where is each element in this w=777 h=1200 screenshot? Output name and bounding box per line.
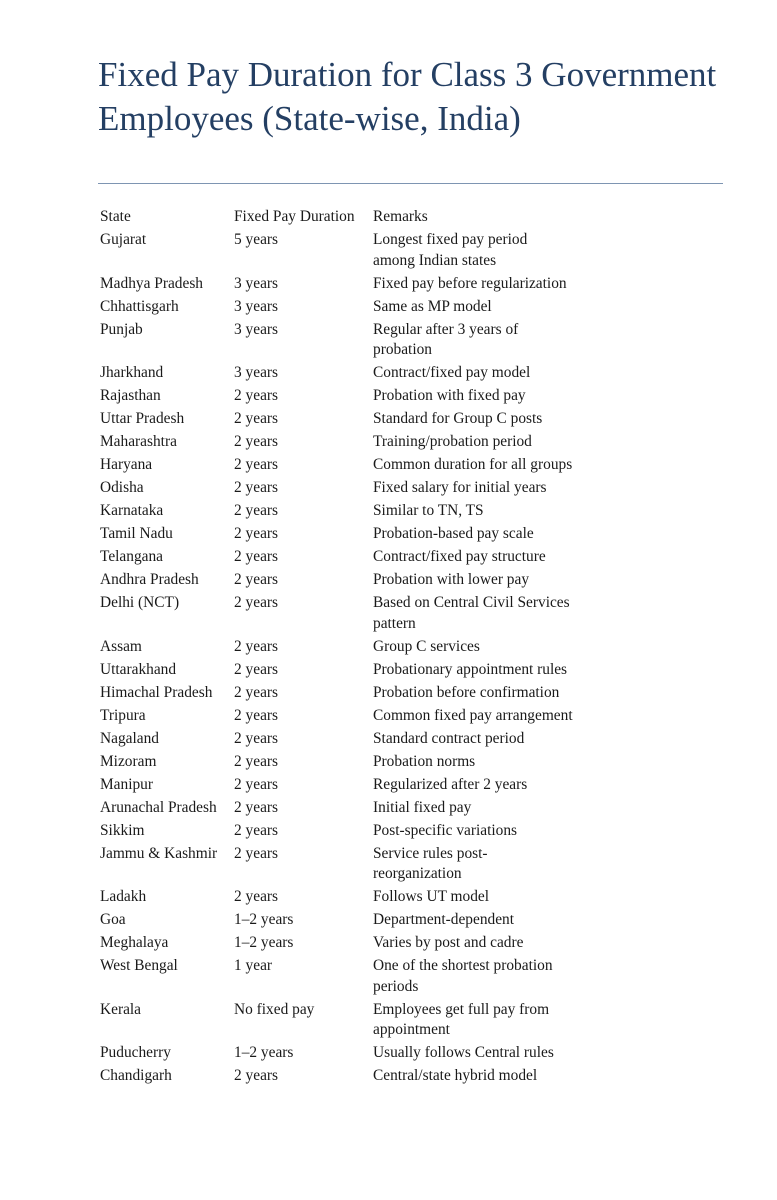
cell-state: Arunachal Pradesh — [100, 798, 217, 816]
fixed-pay-table — [100, 207, 760, 1089]
cell-state: Goa — [100, 911, 126, 928]
cell-state: Assam — [100, 637, 142, 655]
cell-remarks: Probation norms — [373, 752, 476, 770]
table-row — [100, 775, 760, 796]
cell-state: Delhi (NCT) — [100, 594, 180, 611]
cell-duration: 5 years — [234, 231, 279, 248]
table-row — [100, 363, 760, 384]
table-row — [100, 1000, 760, 1041]
page-title: Fixed Pay Duration for Class 3 Government Employees (State-wise, India) — [98, 55, 717, 138]
table-row — [100, 821, 760, 842]
cell-duration: 2 years — [234, 821, 279, 839]
cell-remarks: Varies by post and cadre — [373, 934, 524, 951]
table-row — [100, 274, 760, 295]
table-row — [100, 887, 760, 908]
cell-duration: 2 years — [234, 775, 279, 793]
title-divider — [98, 183, 723, 184]
cell-remarks: Employees get full pay from appointment — [373, 1000, 550, 1038]
cell-state: Uttarakhand — [100, 660, 177, 678]
cell-state: Odisha — [100, 479, 144, 496]
cell-remarks: Fixed salary for initial years — [373, 479, 547, 496]
cell-remarks: Contract/fixed pay structure — [373, 548, 546, 565]
table-row — [100, 455, 760, 476]
cell-state: Telangana — [100, 548, 164, 565]
cell-remarks: One of the shortest probation periods — [373, 957, 553, 995]
table-row — [100, 933, 760, 954]
table-row — [100, 910, 760, 931]
cell-state: Sikkim — [100, 821, 145, 839]
cell-state: Andhra Pradesh — [100, 571, 199, 588]
cell-remarks: Department-dependent — [373, 911, 515, 928]
cell-duration: 2 years — [234, 729, 279, 747]
cell-state: Chandigarh — [100, 1067, 172, 1084]
cell-state: Rajasthan — [100, 387, 161, 404]
cell-remarks: Group C services — [373, 637, 480, 655]
cell-remarks: Similar to TN, TS — [373, 502, 484, 519]
table-row — [100, 637, 760, 658]
cell-remarks: Initial fixed pay — [373, 798, 472, 816]
table-row — [100, 1066, 760, 1087]
cell-remarks: Follows UT model — [373, 888, 490, 905]
cell-duration: 2 years — [234, 1067, 279, 1084]
cell-duration: No fixed pay — [234, 1000, 315, 1018]
header-remarks: Remarks — [373, 208, 428, 225]
cell-state: Maharashtra — [100, 433, 177, 450]
cell-duration: 2 years — [234, 888, 279, 905]
cell-remarks: Post-specific variations — [373, 821, 518, 839]
cell-state: Jharkhand — [100, 364, 164, 381]
cell-remarks: Probation-based pay scale — [373, 525, 534, 542]
header-state: State — [100, 208, 131, 225]
cell-remarks: Same as MP model — [373, 297, 492, 315]
cell-state: West Bengal — [100, 957, 178, 974]
cell-duration: 2 years — [234, 456, 279, 473]
cell-duration: 2 years — [234, 525, 279, 542]
cell-remarks: Regular after 3 years of probation — [373, 320, 519, 358]
table-row — [100, 297, 760, 318]
cell-remarks: Service rules post-reorganization — [373, 844, 488, 882]
cell-remarks: Probation with lower pay — [373, 571, 530, 588]
table-row — [100, 956, 760, 997]
header-duration: Fixed Pay Duration — [234, 208, 355, 225]
cell-duration: 1 year — [234, 957, 273, 974]
cell-duration: 2 years — [234, 594, 279, 611]
cell-duration: 2 years — [234, 706, 279, 724]
cell-duration: 2 years — [234, 637, 279, 655]
cell-state: Nagaland — [100, 729, 159, 747]
table-row — [100, 752, 760, 773]
cell-state: Karnataka — [100, 502, 164, 519]
cell-remarks: Probation with fixed pay — [373, 387, 526, 404]
cell-remarks: Based on Central Civil Services pattern — [373, 594, 570, 632]
cell-duration: 2 years — [234, 387, 279, 404]
table-row — [100, 432, 760, 453]
table-row — [100, 593, 760, 634]
cell-duration: 3 years — [234, 320, 279, 338]
table-row — [100, 844, 760, 885]
table-row — [100, 386, 760, 407]
cell-duration: 1–2 years — [234, 934, 294, 951]
table-row — [100, 1043, 760, 1064]
table-row — [100, 501, 760, 522]
cell-remarks: Longest fixed pay period among Indian states — [373, 231, 528, 269]
cell-state: Mizoram — [100, 752, 157, 770]
table-row — [100, 660, 760, 681]
cell-remarks: Contract/fixed pay model — [373, 364, 531, 381]
cell-duration: 2 years — [234, 660, 279, 678]
cell-duration: 2 years — [234, 479, 279, 496]
cell-duration: 2 years — [234, 548, 279, 565]
cell-state: Meghalaya — [100, 934, 169, 951]
table-row — [100, 683, 760, 704]
cell-state: Haryana — [100, 456, 153, 473]
table-row — [100, 524, 760, 545]
cell-state: Madhya Pradesh — [100, 274, 204, 292]
cell-duration: 2 years — [234, 571, 279, 588]
cell-duration: 3 years — [234, 364, 279, 381]
table-row — [100, 570, 760, 591]
cell-state: Puducherry — [100, 1044, 171, 1061]
cell-duration: 3 years — [234, 297, 279, 315]
table-row — [100, 729, 760, 750]
cell-duration: 3 years — [234, 274, 279, 292]
table-row — [100, 230, 760, 271]
cell-state: Himachal Pradesh — [100, 683, 213, 701]
cell-remarks: Regularized after 2 years — [373, 775, 528, 793]
cell-remarks: Common fixed pay arrangement — [373, 706, 573, 724]
cell-remarks: Standard for Group C posts — [373, 410, 543, 427]
cell-state: Punjab — [100, 320, 143, 338]
table-row — [100, 706, 760, 727]
table-row — [100, 798, 760, 819]
cell-state: Manipur — [100, 775, 154, 793]
cell-state: Gujarat — [100, 231, 147, 248]
cell-remarks: Probationary appointment rules — [373, 660, 568, 678]
cell-remarks: Usually follows Central rules — [373, 1044, 554, 1061]
table-body — [100, 230, 760, 1087]
cell-state: Kerala — [100, 1000, 142, 1018]
cell-duration: 2 years — [234, 798, 279, 816]
table-header-row — [100, 207, 760, 228]
cell-state: Chhattisgarh — [100, 297, 179, 315]
cell-duration: 2 years — [234, 752, 279, 770]
cell-state: Ladakh — [100, 888, 147, 905]
table-row — [100, 320, 760, 361]
cell-remarks: Training/probation period — [373, 433, 532, 450]
cell-duration: 2 years — [234, 844, 279, 862]
cell-duration: 2 years — [234, 410, 279, 427]
cell-duration: 1–2 years — [234, 1044, 294, 1061]
cell-state: Jammu & Kashmir — [100, 844, 218, 862]
cell-remarks: Probation before confirmation — [373, 683, 560, 701]
cell-state: Uttar Pradesh — [100, 410, 185, 427]
cell-duration: 2 years — [234, 433, 279, 450]
cell-remarks: Standard contract period — [373, 729, 525, 747]
cell-remarks: Fixed pay before regularization — [373, 274, 567, 292]
table-row — [100, 409, 760, 430]
cell-duration: 2 years — [234, 502, 279, 519]
table-row — [100, 547, 760, 568]
cell-remarks: Common duration for all groups — [373, 456, 573, 473]
cell-duration: 2 years — [234, 683, 279, 701]
cell-state: Tamil Nadu — [100, 525, 173, 542]
cell-state: Tripura — [100, 706, 146, 724]
cell-duration: 1–2 years — [234, 911, 294, 928]
table-row — [100, 478, 760, 499]
cell-remarks: Central/state hybrid model — [373, 1067, 538, 1084]
